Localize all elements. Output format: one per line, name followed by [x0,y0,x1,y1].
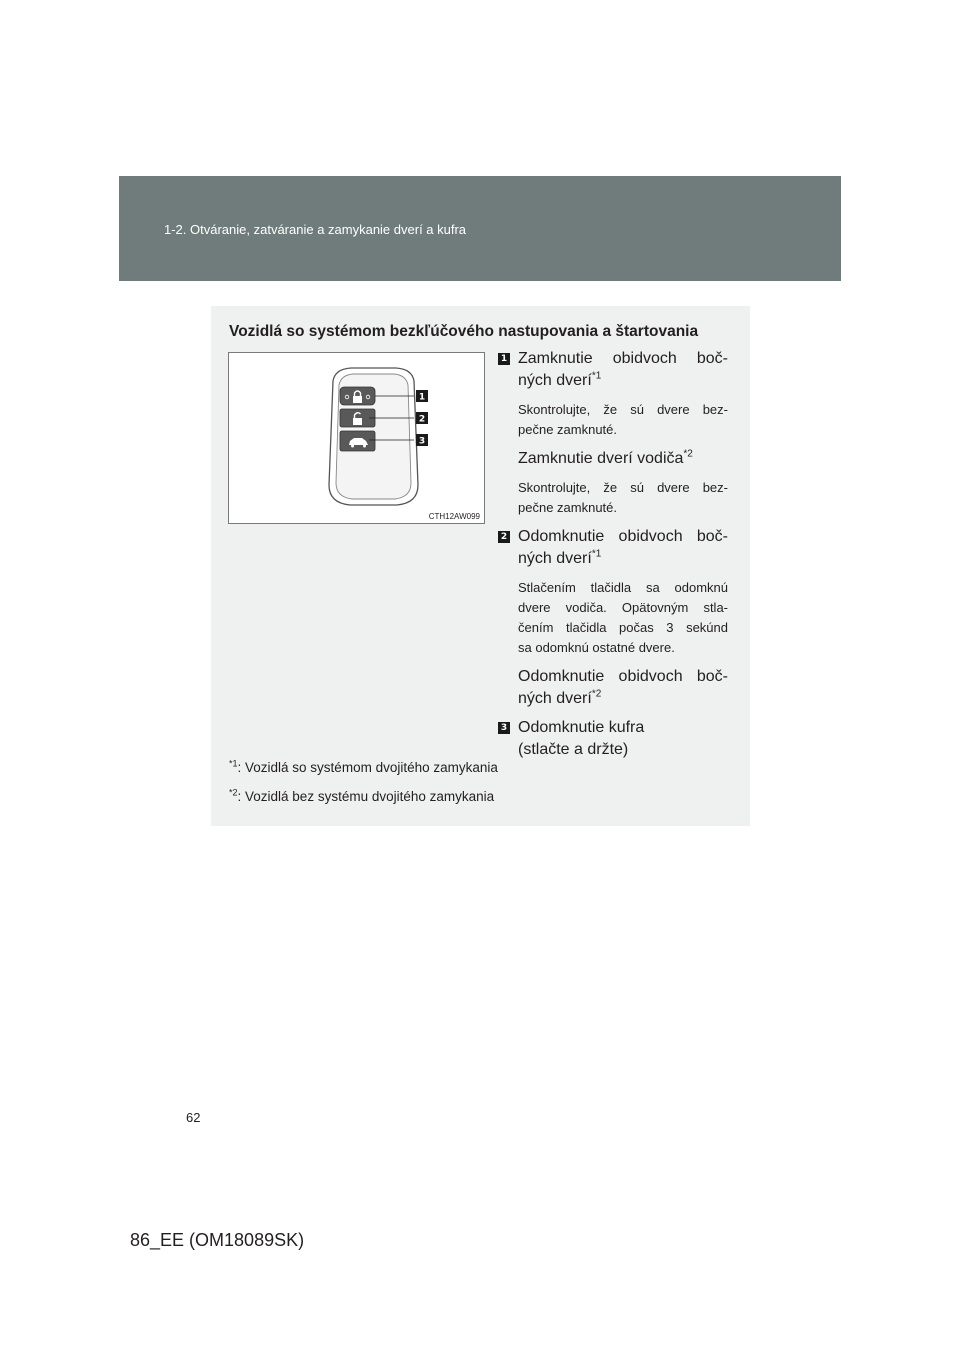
item-description: Skontrolujte, že sú dvere bez- pečne zamknuté. [518,480,728,515]
callout-2: 2 [418,414,426,425]
callout-3: 3 [418,436,426,447]
footnote: $^{*2}$: Vozidlá bez systému dvojitého zamykania [229,787,495,804]
list-item [498,526,728,710]
item-description: Stlačením tlačidla sa odomknú dvere vodiča. Opätovným stla- čením tlačidla počas 3 sekúnd sa odomknú ostatné dvere. [518,580,728,655]
list-item [498,348,728,518]
item-number: 2 [498,531,510,543]
header-band [119,176,841,281]
smart-key-illustration [229,353,484,523]
smart-key-figure [228,352,485,524]
footnotes [229,758,498,816]
chapter-title: 1-2. Otváranie, zatváranie a zamykanie dverí a kufra [164,222,467,237]
content-panel [211,306,750,826]
item-list [498,348,728,761]
item-subtitle: Zamknutie dverí vodiča$^{*2}$ [518,448,693,467]
callout-1: 1 [418,392,426,403]
item-number: 1 [498,353,510,365]
item-title: Zamknutie obidvoch boč- ných dverí$^{*1}$ [518,350,728,389]
page-number: 62 [186,1110,201,1125]
document-code: 86_EE (OM18089SK) [130,1230,305,1250]
figure-code: CTH12AW099 [428,512,480,521]
section-heading: Vozidlá so systémom bezkľúčového nastupovania a štartovania [229,323,699,340]
item-title: Odomknutie kufra (stlačte a držte) [518,719,645,758]
item-description: Skontrolujte, že sú dvere bez- pečne zamknuté. [518,402,728,437]
list-item [498,717,728,761]
footnote: $^{*1}$: Vozidlá so systémom dvojitého zamykania [229,758,498,775]
item-subtitle: Odomknutie obidvoch boč- ných dverí$^{*2}$ [518,668,728,707]
item-number: 3 [498,722,510,734]
item-title: Odomknutie obidvoch boč- ných dverí$^{*1}$ [518,528,728,567]
